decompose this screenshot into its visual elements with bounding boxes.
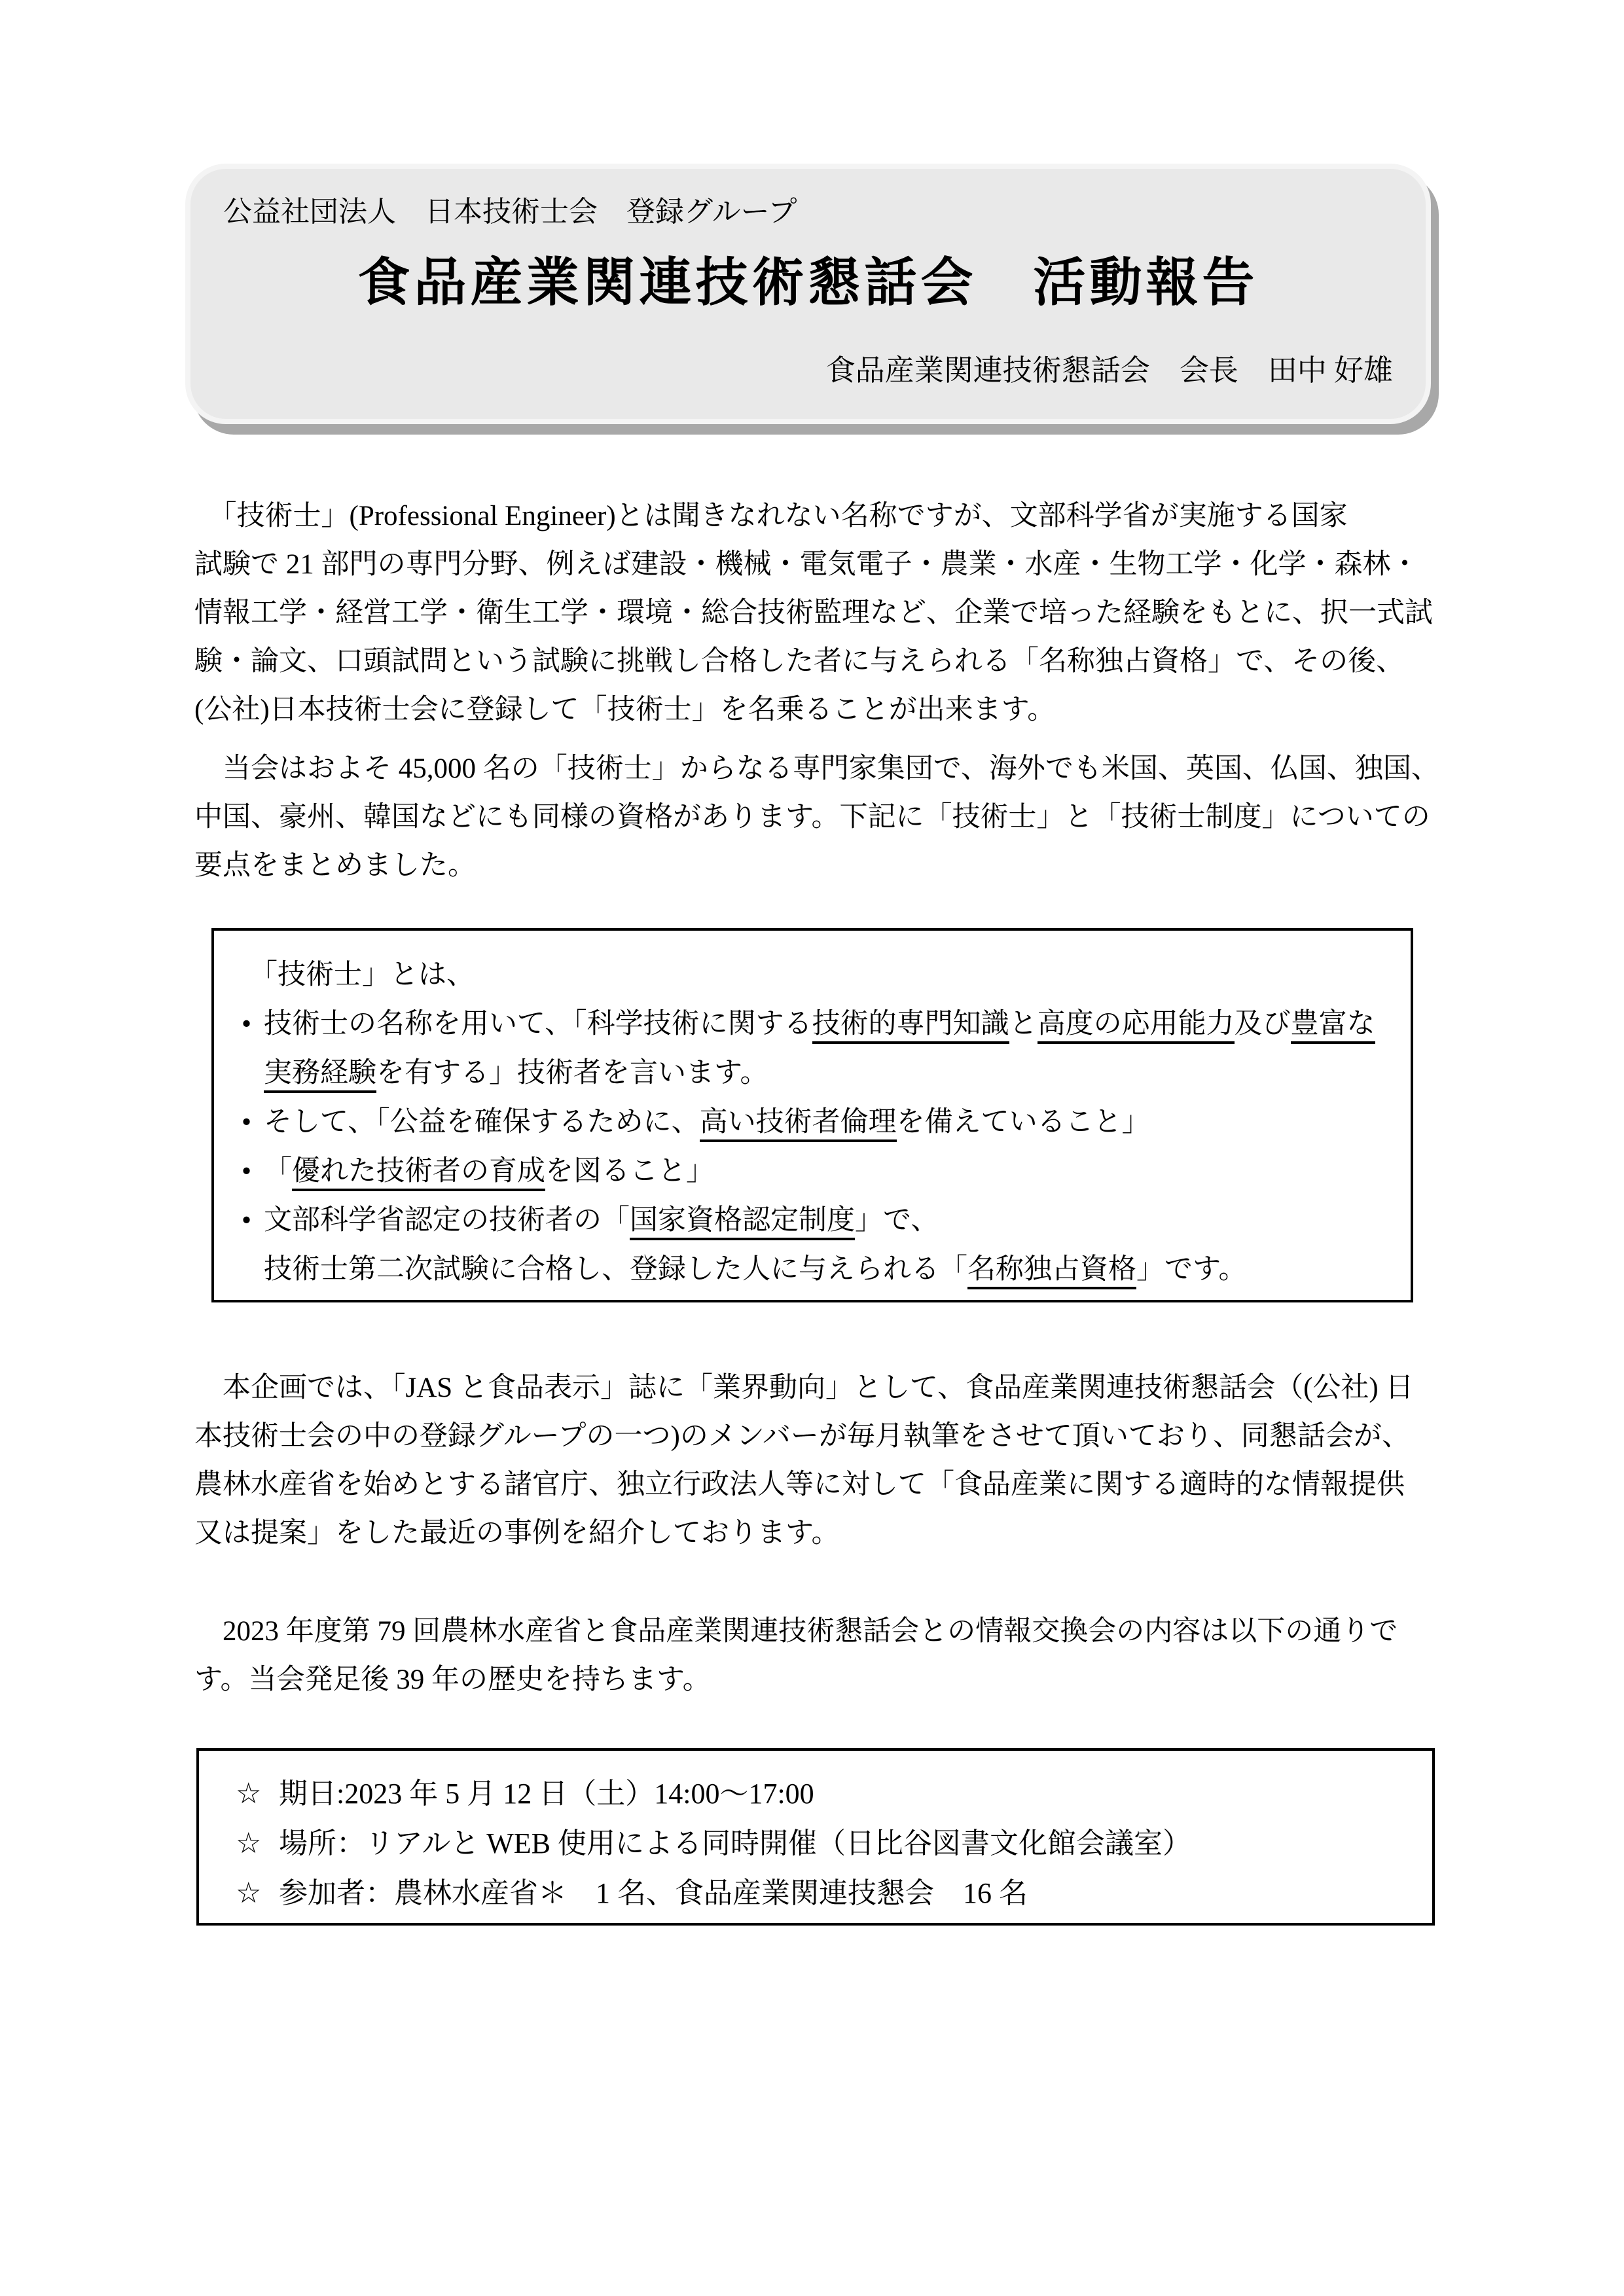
text-segment: を図ること」 (545, 1156, 714, 1187)
underlined-segment: 高い技術者倫理 (700, 1107, 897, 1142)
star-icon: ☆ (236, 1778, 262, 1810)
text-segment: 技術士第二次試験に合格し、登録した人に与えられる「 (264, 1254, 967, 1285)
event-item-participants (236, 1869, 1415, 1918)
underlined-segment: 優れた技術者の育成 (292, 1156, 545, 1191)
event-info-box (196, 1748, 1435, 1926)
text-line: 当会はおよそ 45,000 名の「技術士」からなる専門家集団で、海外でも米国、英国、仏国、独国、 (194, 753, 1439, 784)
text-segment: 及び (1234, 1009, 1291, 1039)
text-segment: 」です。 (1136, 1254, 1247, 1285)
paragraph-association (194, 745, 1438, 890)
star-icon: ☆ (236, 1827, 262, 1859)
event-text: 場所：リアルと WEB 使用による同時開催（日比谷図書文化館会議室） (279, 1827, 1191, 1859)
star-icon: ☆ (236, 1877, 262, 1909)
bullet-text (264, 1098, 1394, 1147)
text-line: 試験で 21 部門の専門分野、例えば建設・機械・電気電子・農業・水産・生物工学・化学・森林・ (194, 549, 1419, 580)
text-line: (公社)日本技術士会に登録して「技術士」を名乗ることが出来ます。 (194, 694, 1056, 725)
text-segment: を有する」技術者を言います。 (376, 1058, 768, 1088)
text-line: 2023 年度第 79 回農林水産省と食品産業関連技術懇話会との情報交換会の内容は以下の通りで (194, 1616, 1398, 1647)
bullet-text (264, 1147, 1394, 1196)
org-line: 公益社団法人 日本技術士会 登録グループ (223, 196, 797, 228)
bullet-line-continuation (242, 1245, 1394, 1294)
text-segment: 文部科学省認定の技術者の「 (264, 1205, 630, 1236)
paragraph-meeting (194, 1607, 1438, 1704)
bullet-text (264, 1196, 1394, 1245)
page-title: 食品産業関連技術懇話会 活動報告 (357, 253, 1259, 312)
text-segment: と (1009, 1009, 1038, 1039)
text-line: 要点をまとめました。 (194, 850, 476, 881)
text-line: 験・論文、口頭試問という試験に挑戦し合格した者に与えられる「名称独占資格」で、その後、 (194, 646, 1405, 677)
box-heading: 「技術士」とは、 (249, 960, 475, 990)
bullet-text (264, 1245, 1394, 1294)
text-line: 又は提案」をした最近の事例を紹介しております。 (194, 1518, 840, 1549)
underlined-segment: 高度の応用能力 (1038, 1009, 1235, 1044)
bullet-line (242, 1196, 1394, 1245)
text-line: す。当会発足後 39 年の歴史を持ちます。 (194, 1664, 711, 1695)
text-line: 「技術士」(Professional Engineer)とは聞きなれない名称ですが、文部科学省が実施する国家 (194, 501, 1348, 531)
bullet-line (242, 1098, 1394, 1147)
bullet-icon: • (242, 1009, 252, 1039)
text-line: 農林水産省を始めとする諸官庁、独立行政法人等に対して「食品産業に関する適時的な情報提供 (194, 1469, 1405, 1500)
event-item-date (236, 1769, 1415, 1819)
bullet-text (264, 1049, 1394, 1098)
event-text: 期日:2023 年 5 月 12 日（土）14:00～17:00 (279, 1778, 814, 1810)
text-segment: そして、「公益を確保するために、 (264, 1107, 700, 1138)
underlined-segment: 名称独占資格 (967, 1254, 1136, 1289)
text-line: 中国、豪州、韓国などにも同様の資格があります。下記に「技術士」と「技術士制度」についての (194, 802, 1430, 833)
event-item-place (236, 1819, 1415, 1869)
text-segment: を備えていること」 (896, 1107, 1150, 1138)
bullet-line-continuation (242, 1049, 1394, 1098)
text-line: 情報工学・経営工学・衛生工学・環境・総合技術監理など、企業で培った経験をもとに、択一式試 (194, 598, 1433, 628)
underlined-segment: 技術的専門知識 (812, 1009, 1009, 1044)
bullet-icon: • (242, 1205, 252, 1236)
bullet-icon: • (242, 1156, 252, 1187)
event-text: 参加者：農林水産省＊ 1 名、食品産業関連技懇会 16 名 (279, 1877, 1028, 1909)
text-segment: 「 (264, 1156, 292, 1187)
bullet-icon: • (242, 1107, 252, 1138)
header-card (185, 164, 1431, 424)
paragraph-intro (194, 492, 1438, 734)
bullet-line (242, 1147, 1394, 1196)
paragraph-project (194, 1364, 1438, 1558)
text-segment: 技術士の名称を用いて、「科学技術に関する (264, 1009, 812, 1039)
text-segment: 」で、 (855, 1205, 939, 1236)
text-line: 本企画では、「JAS と食品表示」誌に「業界動向」として、食品産業関連技術懇話会（(公社) 日 (194, 1372, 1414, 1403)
underlined-segment: 豊富な (1291, 1009, 1375, 1044)
bullet-line (242, 999, 1394, 1049)
author-line: 食品産業関連技術懇話会 会長 田中 好雄 (825, 354, 1393, 387)
underlined-segment: 国家資格認定制度 (630, 1205, 855, 1240)
pe-definition-box (211, 928, 1413, 1302)
bullet-spacer (242, 1245, 264, 1294)
underlined-segment: 実務経験 (264, 1058, 376, 1093)
bullet-spacer (242, 1049, 264, 1098)
text-line: 本技術士会の中の登録グループの一つ)のメンバーが毎月執筆をさせて頂いており、同懇話会が、 (194, 1421, 1410, 1452)
bullet-text (264, 999, 1394, 1049)
